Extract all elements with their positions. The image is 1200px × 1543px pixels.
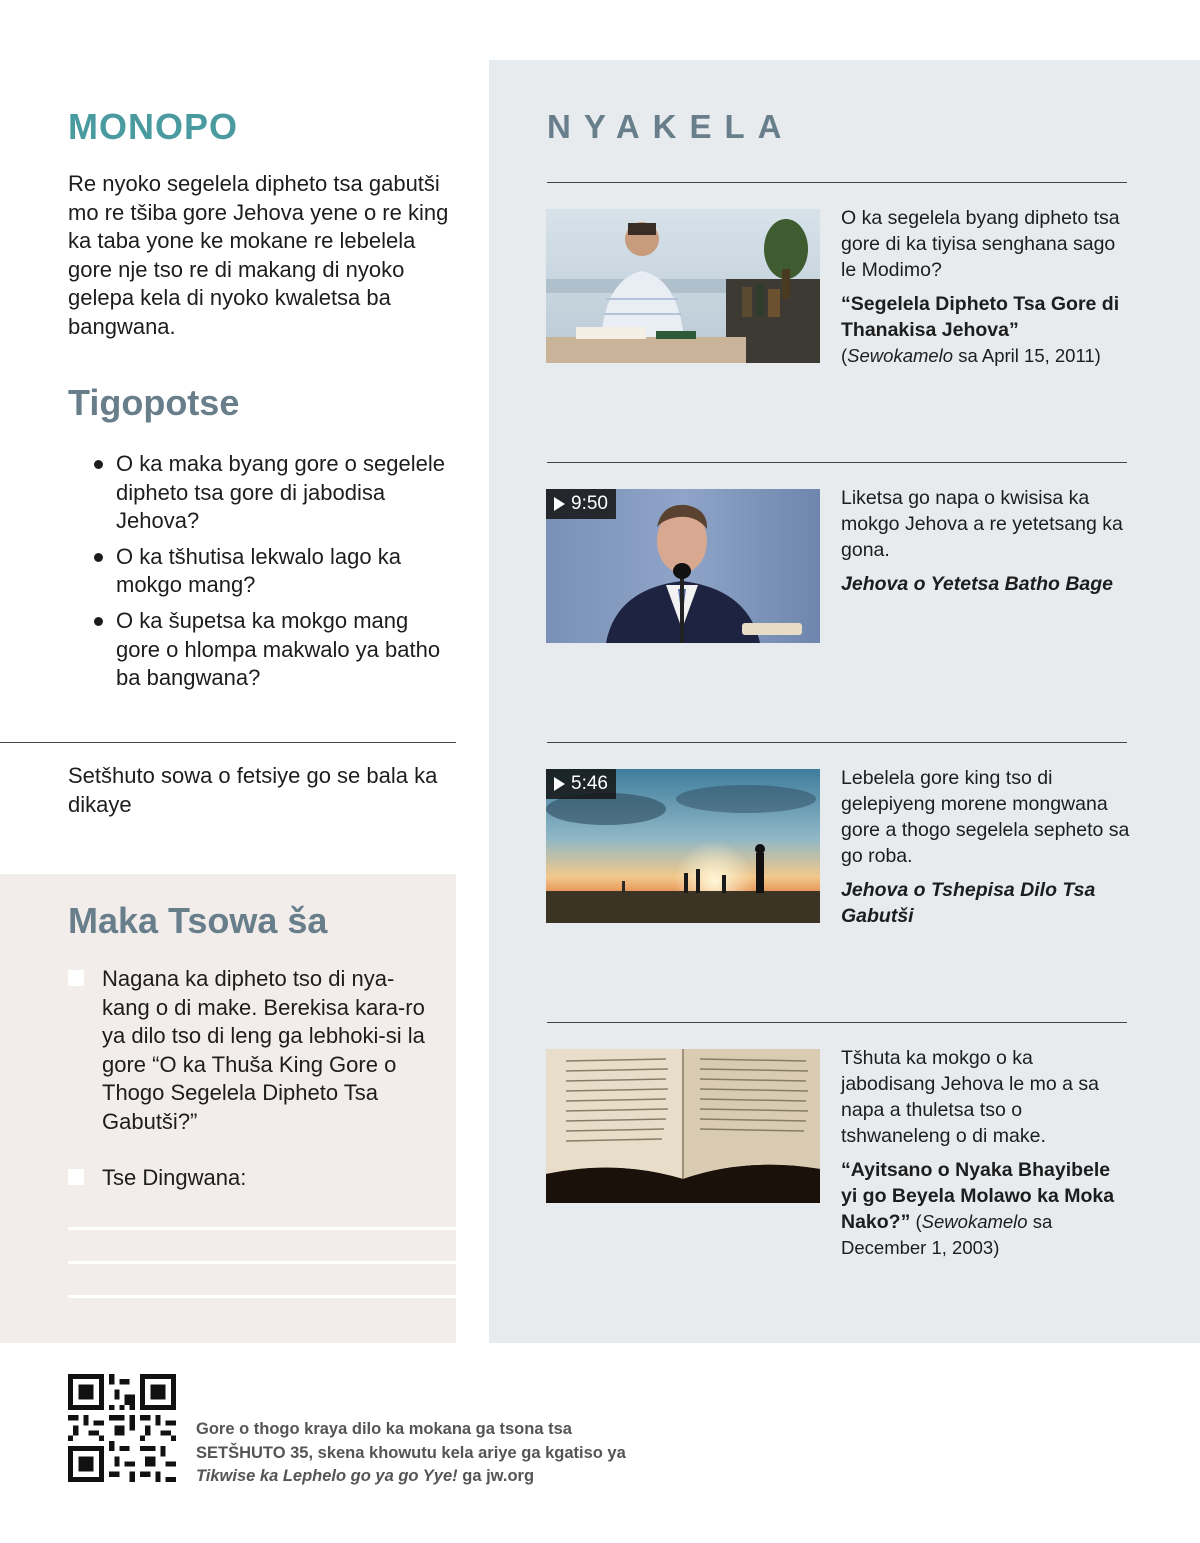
action-panel <box>0 874 456 1343</box>
review-question: O ka tšhutisa lekwalo lago ka mokgo mang? <box>92 543 452 600</box>
explore-question: O ka segelela byang dipheto tsa gore di ka tiyisa senghana sago le Modimo? <box>841 207 1120 281</box>
video-duration-badge: 9:50 <box>546 489 616 519</box>
video-thumbnail[interactable] <box>546 769 820 923</box>
action-heading: Maka Tsowa ša <box>68 900 328 941</box>
action-checklist-item <box>68 965 438 1137</box>
review-list <box>92 450 452 700</box>
video-link[interactable]: Jehova o Tshepisa Dilo Tsa Gabutši <box>841 879 1096 927</box>
explore-item <box>841 205 1131 369</box>
article-link[interactable]: “Segelela Dipheto Tsa Gore di Thanakisa Jehova” <box>841 293 1120 341</box>
checkbox[interactable] <box>68 1169 84 1185</box>
publication-title: Tikwise ka Lephelo go ya go Yye! <box>196 1467 458 1485</box>
man-studying-image <box>546 209 820 363</box>
goal-text: Setšhuto sowa o fetsiye go se bala ka dikaye <box>68 763 438 817</box>
action-checklist-item <box>68 1164 438 1193</box>
article-thumbnail[interactable] <box>546 1049 820 1203</box>
review-question: O ka maka byang gore o segelele dipheto tsa gore di jabodisa Jehova? <box>92 450 452 536</box>
video-thumbnail[interactable] <box>546 489 820 643</box>
qr-code-icon[interactable] <box>68 1374 176 1482</box>
review-heading: Tigopotse <box>68 382 240 423</box>
explore-heading: NYAKELA <box>547 108 795 145</box>
divider <box>547 182 1127 183</box>
article-link[interactable]: “Ayitsano o Nyaka Bhayibele yi go Beyela Molawo ka Moka Nako?” (Sewokamelo sa December 1, 2003) <box>841 1159 1115 1258</box>
divider <box>0 742 456 743</box>
writing-line <box>68 1295 456 1298</box>
explore-question: Lebelela gore king tso di gelepiyeng morene mongwana gore a thogo segelela sepheto sa go roba. <box>841 767 1130 867</box>
open-bible-image <box>546 1049 820 1203</box>
writing-line <box>68 1227 456 1230</box>
play-icon <box>554 777 565 791</box>
footer-note: Gore o thogo kraya dilo ka mokana ga tsona tsa SETŠHUTO 35, skena khowutu kela ariye ga kgatiso ya Tikwise ka Lephelo go ya go Yye! ga jw.org <box>196 1420 626 1485</box>
divider <box>547 462 1127 463</box>
article-source: (Sewokamelo sa December 1, 2003) <box>841 1211 1053 1258</box>
explore-item <box>841 765 1131 929</box>
divider <box>547 742 1127 743</box>
summary-heading: MONOPO <box>68 106 239 147</box>
play-icon <box>554 497 565 511</box>
action-item-text: Tse Dingwana: <box>102 1165 247 1190</box>
action-item-text: Nagana ka dipheto tso di nya-kang o di make. Berekisa kara-ro ya dilo tso di leng ga lebhoki-si la gore “O ka Thuša King Gore o Thogo Segelela Dipheto Tsa Gabutši?” <box>102 966 425 1134</box>
website-link[interactable]: ga jw.org <box>457 1467 535 1485</box>
article-source: (Sewokamelo sa April 15, 2011) <box>841 345 1101 366</box>
explore-question: Tšhuta ka mokgo o ka jabodisang Jehova le mo a sa napa a thuletsa tso o tshwaneleng o di make. <box>841 1047 1100 1147</box>
summary-text: Re nyoko segelela dipheto tsa gabutši mo re tšiba gore Jehova yene o re king ka taba yone ke mokane re lebelela gore nje tso re di makang di nyoko gelepa kela di nyoko kwaletsa ba bangwana. <box>68 171 449 339</box>
review-question: O ka šupetsa ka mokgo mang gore o hlompa makwalo ya batho ba bangwana? <box>92 607 452 693</box>
checkbox[interactable] <box>68 970 84 986</box>
divider <box>547 1022 1127 1023</box>
article-thumbnail[interactable] <box>546 209 820 363</box>
explore-item <box>841 485 1131 597</box>
writing-line <box>68 1261 456 1264</box>
video-link[interactable]: Jehova o Yetetsa Batho Bage <box>841 573 1114 595</box>
explore-question: Liketsa go napa o kwisisa ka mokgo Jehova a re yetetsang ka gona. <box>841 487 1123 561</box>
video-duration-badge: 5:46 <box>546 769 616 799</box>
explore-item <box>841 1045 1131 1261</box>
